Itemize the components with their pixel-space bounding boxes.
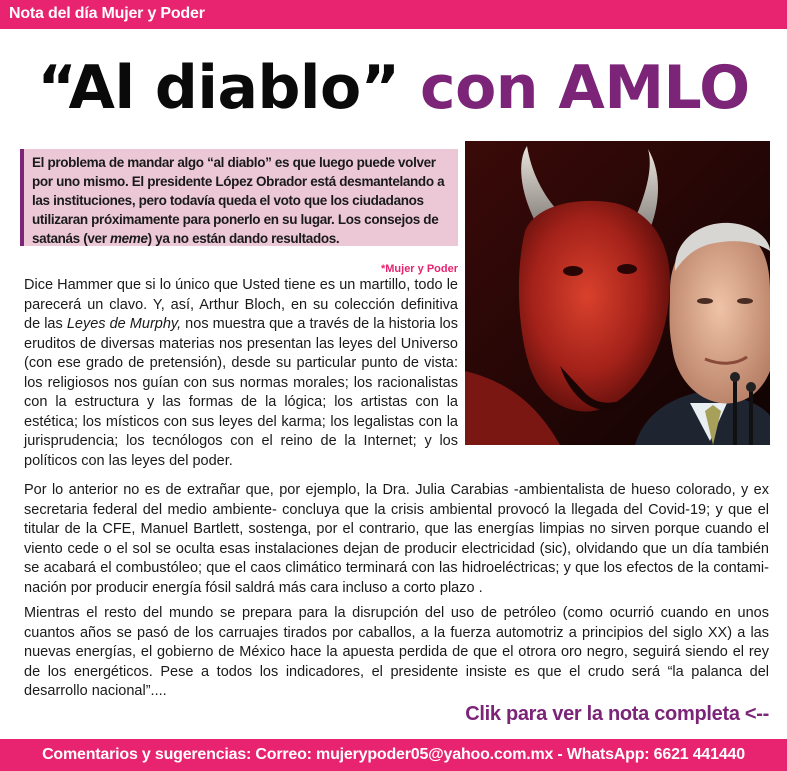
microphone-stand-left xyxy=(733,379,737,445)
headline xyxy=(0,52,787,124)
body-p1-text-a: Dice Hammer que si lo único que Usted tiene es un martillo, todo le parecerá un clavo. Y, así, Arthur Bloch, en su colección definitiva de las xyxy=(24,277,458,332)
headline-quote: “Al diablo” xyxy=(37,53,400,123)
footer-contact: Comentarios y sugerencias: Correo: mujerypoder05@yahoo.com.mx - WhatsApp: 6621 441440 xyxy=(42,746,745,763)
byline: *Mujer y Poder xyxy=(380,263,458,275)
body-paragraph-3: Mientras el resto del mundo se prepara para la disrupción del uso de petróleo (como ocurrió cuando en unos cuantos años se pasó de los carruajes tirados por caballos, a la fuerza automotriz a principios del siglo XX) a las nuevas energías, el gobierno de México hace la apuesta perdida de que el otrora oro negro, seguirá siendo el rey de los energéticos. Pese a todos los indicadores, el presidente insiste es que el crudo será “la palanca del desarrollo nacional”.... xyxy=(24,605,769,699)
article-photo xyxy=(465,141,770,445)
read-more-link[interactable]: Clik para ver la nota completa <-- xyxy=(465,703,769,725)
devil-eye-left xyxy=(563,266,583,276)
summary-text-a: El problema de mandar algo “al diablo” es que luego puede volver por uno mismo. El presidente López Obrador está desmantelando a las instituciones, pero todavía queda el voto que los ciudadanos utilizaran próximamente para ponerlo en su lugar. Los consejos de satanás (ver xyxy=(32,155,445,246)
body-paragraph-2: Por lo anterior no es de extrañar que, por ejemplo, la Dra. Julia Carabias -ambientalista de hueso colorado, y ex secretaria federal del medio ambiente- concluya que la crisis ambiental provocó la llegada del Covid-19; y que el titular de la CFE, Manuel Bartlett, sostenga, por el contrario, que las energías limpias no sirven porque cuando el viento cede o el sol se oculta esas instalaciones dejan de producir electricidad (sic), olvidando que un día también se acabará el combustóleo; que el caos climático terminará con las hidroeléctricas; y que los efectos de la contaminación por producir energía fósil saldrá más cara incluso a corto plazo . xyxy=(24,482,769,596)
body-p1-text-b: nos muestra que a través de la historia los eruditos de diversas materias nos presentan las leyes del Universo (con ese grado de pretensión), desde su particular punto de vista: los religiosos nos guían con sus normas morales; los racionalistas con la estructura y las formas de la lógica; los artistas con la estética; los místicos con sus leyes del karma; los legalistas con la jurisprudencia; los tecnólogos con el reino de la Internet; y los políticos con las leyes del poder. xyxy=(24,316,458,469)
summary-meme: meme xyxy=(110,231,148,246)
headline-subject: con AMLO xyxy=(420,53,750,123)
section-label: Nota del día Mujer y Poder xyxy=(9,5,205,22)
microphone-left xyxy=(730,372,740,382)
top-banner xyxy=(0,0,787,29)
devil-eye-right xyxy=(617,264,637,274)
amlo-eye-left xyxy=(697,298,713,304)
body-paragraph-1 xyxy=(24,276,458,471)
summary-text-b: ) ya no están dando resultados. xyxy=(147,231,340,246)
footer-banner xyxy=(0,739,787,771)
microphone-stand-right xyxy=(749,389,753,445)
microphone-right xyxy=(746,382,756,392)
amlo-eye-right xyxy=(737,298,753,304)
body-p1-book-title: Leyes de Murphy, xyxy=(66,316,182,332)
summary-box xyxy=(20,149,458,246)
